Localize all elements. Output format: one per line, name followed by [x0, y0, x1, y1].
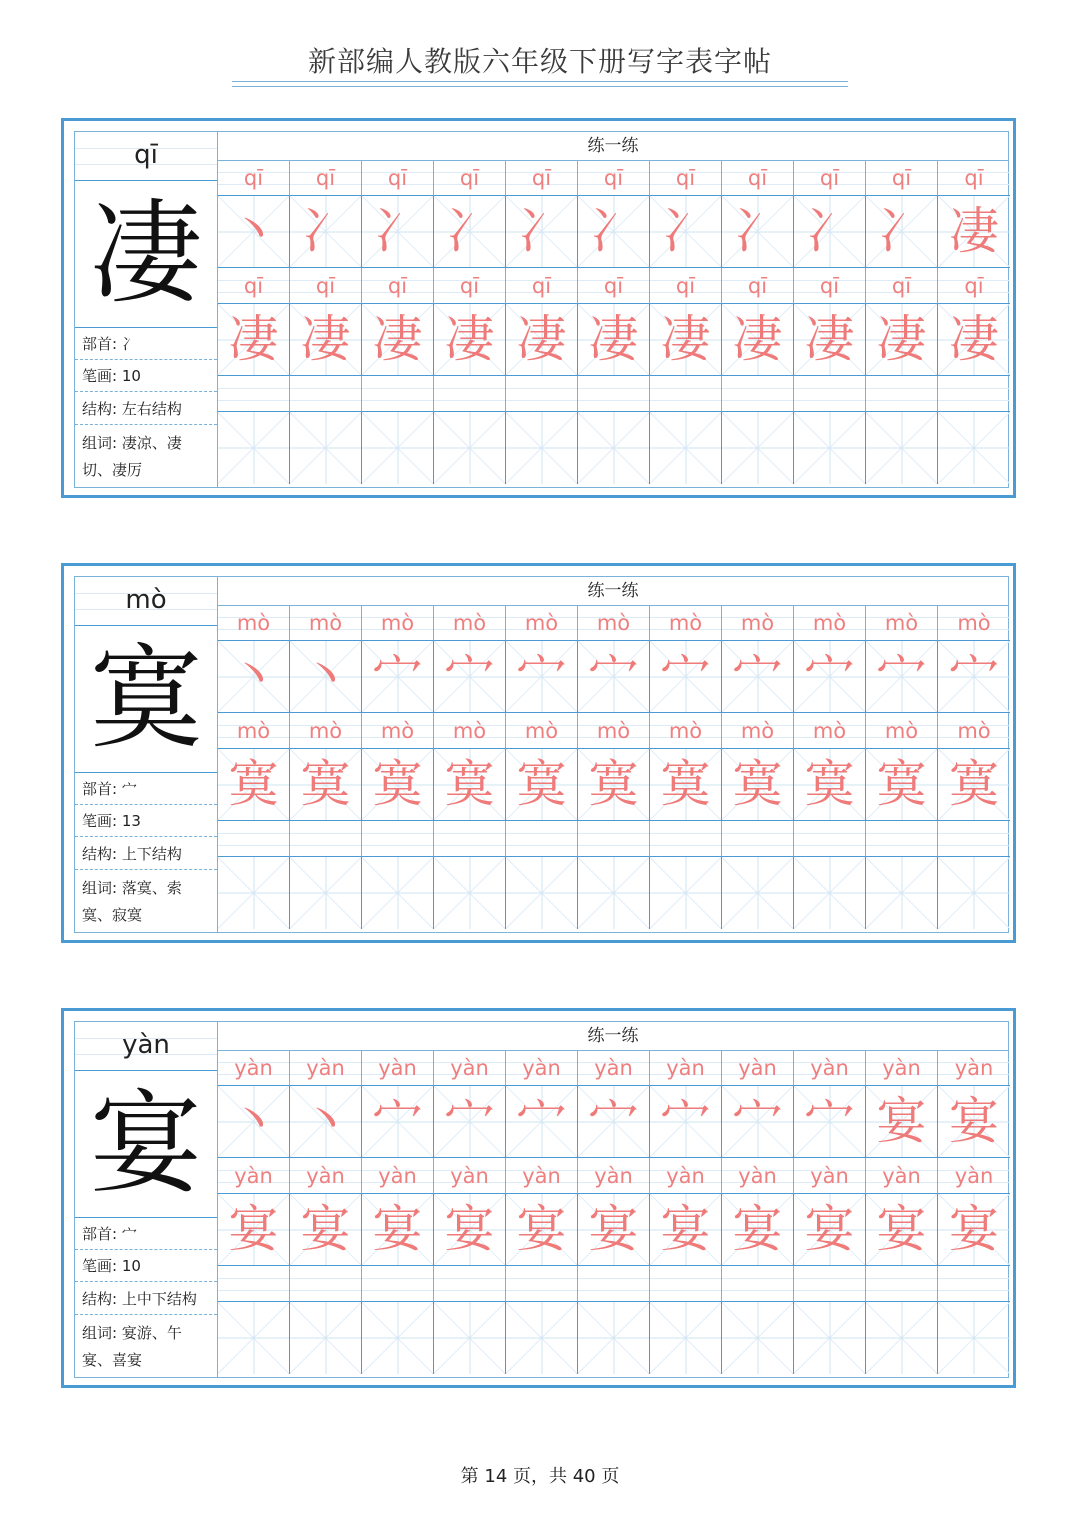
tracing-cell[interactable]: 宀 [506, 1086, 578, 1158]
stroke-count-info-value: 10 [121, 1257, 141, 1275]
blank-writing-cell[interactable] [722, 412, 794, 484]
pinyin-guide-cell: mò [290, 605, 362, 641]
blank-writing-cell[interactable] [434, 857, 506, 929]
pinyin-guide-cell: mò [722, 605, 794, 641]
pinyin-guide-cell: yàn [866, 1158, 938, 1194]
pinyin-guide-cell: yàn [434, 1158, 506, 1194]
blank-writing-cell[interactable] [362, 412, 434, 484]
pinyin-guide-cell: yàn [506, 1158, 578, 1194]
blank-pinyin-cell[interactable] [650, 1266, 722, 1302]
tracing-cell[interactable]: 凄 [938, 196, 1010, 268]
character-card [61, 118, 1016, 498]
blank-writing-cell[interactable] [578, 412, 650, 484]
stroke-count-info-value: 10 [121, 367, 141, 385]
tracing-cell[interactable]: 凄 [578, 304, 650, 376]
tracing-cell[interactable]: 宀 [362, 1086, 434, 1158]
tracing-cell[interactable]: 宴 [650, 1194, 722, 1266]
tracing-cell[interactable]: 冫 [506, 196, 578, 268]
pinyin-guide-cell: yàn [938, 1050, 1010, 1086]
practice-grid [217, 576, 1009, 933]
blank-pinyin-cell[interactable] [506, 376, 578, 412]
blank-pinyin-cell[interactable] [722, 821, 794, 857]
pinyin-guide-cell: yàn [578, 1158, 650, 1194]
pinyin-guide-cell: qī [938, 160, 1010, 196]
structure-info: 结构: 左右结构 [75, 393, 217, 425]
pinyin-guide-cell: qī [578, 268, 650, 304]
character-info-panel [74, 131, 218, 488]
blank-pinyin-cell[interactable] [578, 1266, 650, 1302]
blank-pinyin-cell[interactable] [938, 1266, 1010, 1302]
pinyin-guide-cell: mò [938, 605, 1010, 641]
blank-writing-cell[interactable] [506, 857, 578, 929]
tracing-cell[interactable]: 宀 [866, 641, 938, 713]
tracing-cell[interactable]: 宴 [938, 1194, 1010, 1266]
blank-writing-cell[interactable] [218, 857, 290, 929]
blank-pinyin-cell[interactable] [794, 376, 866, 412]
pinyin-guide-cell: qī [866, 160, 938, 196]
tracing-cell[interactable]: 冫 [362, 196, 434, 268]
character-pinyin: yàn [75, 1022, 217, 1071]
pinyin-guide-cell: qī [866, 268, 938, 304]
pinyin-guide-cell: mò [218, 605, 290, 641]
blank-pinyin-cell[interactable] [218, 376, 290, 412]
tracing-cell[interactable]: 寞 [722, 749, 794, 821]
tracing-cell[interactable]: 宀 [434, 1086, 506, 1158]
blank-writing-cell[interactable] [218, 1302, 290, 1374]
pinyin-guide-cell: qī [290, 160, 362, 196]
blank-pinyin-cell[interactable] [362, 1266, 434, 1302]
blank-pinyin-cell[interactable] [578, 376, 650, 412]
pinyin-guide-cell: qī [362, 268, 434, 304]
pinyin-guide-cell: yàn [938, 1158, 1010, 1194]
tracing-cell[interactable]: 宀 [578, 1086, 650, 1158]
tracing-cell[interactable]: 宴 [722, 1194, 794, 1266]
tracing-cell[interactable]: 凄 [362, 304, 434, 376]
radical-info-value: 冫 [121, 335, 137, 353]
practice-header: 练一练 [218, 1022, 1008, 1051]
tracing-cell[interactable]: 宴 [578, 1194, 650, 1266]
stroke-count-info-label: 笔画 [82, 367, 113, 385]
blank-pinyin-cell[interactable] [290, 376, 362, 412]
radical-info-label: 部首 [82, 1225, 113, 1243]
blank-writing-cell[interactable] [938, 857, 1010, 929]
blank-writing-cell[interactable] [362, 857, 434, 929]
tracing-cell[interactable]: 宴 [794, 1194, 866, 1266]
blank-writing-cell[interactable] [794, 1302, 866, 1374]
blank-writing-cell[interactable] [434, 412, 506, 484]
radical-info-label: 部首 [82, 335, 113, 353]
pinyin-guide-cell: qī [434, 268, 506, 304]
word-examples-label: 组词 [82, 434, 113, 452]
pinyin-guide-cell: qī [650, 268, 722, 304]
document-title: 新部编人教版六年级下册写字表字帖 [307, 45, 772, 78]
tracing-cell[interactable]: 宀 [578, 641, 650, 713]
tracing-cell[interactable]: 冫 [578, 196, 650, 268]
character-info-panel [74, 576, 218, 933]
structure-info-label: 结构 [82, 400, 113, 418]
word-examples-value: 凄凉、凄切、凄厉 [82, 434, 182, 479]
tracing-cell[interactable]: 凄 [866, 304, 938, 376]
pinyin-guide-cell: mò [866, 713, 938, 749]
word-examples-value: 宴游、午宴、喜宴 [82, 1324, 182, 1369]
word-examples: 组词: 宴游、午宴、喜宴 [82, 1324, 182, 1369]
pinyin-guide-cell: yàn [650, 1050, 722, 1086]
tracing-cell[interactable]: 寞 [650, 749, 722, 821]
practice-grid [217, 131, 1009, 488]
pinyin-guide-cell: mò [506, 605, 578, 641]
tracing-cell[interactable]: 冫 [290, 196, 362, 268]
tracing-cell[interactable]: 冫 [722, 196, 794, 268]
blank-pinyin-cell[interactable] [722, 376, 794, 412]
tracing-cell[interactable]: 寞 [434, 749, 506, 821]
blank-writing-cell[interactable] [290, 412, 362, 484]
character-card [61, 563, 1016, 943]
structure-info: 结构: 上下结构 [75, 838, 217, 870]
pinyin-guide-cell: qī [794, 268, 866, 304]
blank-writing-cell[interactable] [290, 1302, 362, 1374]
tracing-cell[interactable]: 冫 [650, 196, 722, 268]
tracing-cell[interactable]: 宀 [794, 1086, 866, 1158]
pinyin-guide-cell: mò [938, 713, 1010, 749]
pinyin-guide-cell: qī [434, 160, 506, 196]
blank-pinyin-cell[interactable] [434, 821, 506, 857]
structure-info-value: 上下结构 [121, 845, 182, 863]
tracing-cell[interactable]: 丶 [290, 1086, 362, 1158]
blank-writing-cell[interactable] [938, 412, 1010, 484]
tracing-cell[interactable]: 宀 [506, 641, 578, 713]
word-examples-label: 组词 [82, 1324, 113, 1342]
pinyin-guide-cell: mò [578, 713, 650, 749]
tracing-cell[interactable]: 宀 [938, 641, 1010, 713]
pinyin-guide-cell: qī [506, 268, 578, 304]
radical-info-value: 宀 [121, 1225, 137, 1243]
pinyin-guide-cell: mò [578, 605, 650, 641]
pinyin-guide-cell: yàn [290, 1050, 362, 1086]
pinyin-guide-cell: mò [218, 713, 290, 749]
tracing-cell[interactable]: 寞 [218, 749, 290, 821]
tracing-cell[interactable]: 宴 [866, 1086, 938, 1158]
structure-info-value: 左右结构 [121, 400, 182, 418]
blank-writing-cell[interactable] [722, 1302, 794, 1374]
pinyin-guide-cell: yàn [434, 1050, 506, 1086]
tracing-cell[interactable]: 寞 [938, 749, 1010, 821]
word-examples-value: 落寞、索寞、寂寞 [82, 879, 182, 924]
blank-writing-cell[interactable] [866, 1302, 938, 1374]
blank-pinyin-cell[interactable] [362, 376, 434, 412]
structure-info: 结构: 上中下结构 [75, 1283, 217, 1315]
model-character: 寞 [75, 626, 217, 773]
blank-pinyin-cell[interactable] [578, 821, 650, 857]
tracing-cell[interactable]: 寞 [506, 749, 578, 821]
blank-pinyin-cell[interactable] [722, 1266, 794, 1302]
tracing-cell[interactable]: 寞 [290, 749, 362, 821]
model-character: 凄 [75, 181, 217, 328]
blank-pinyin-cell[interactable] [650, 821, 722, 857]
blank-writing-cell[interactable] [938, 1302, 1010, 1374]
stroke-count-info: 笔画: 13 [75, 805, 217, 837]
tracing-cell[interactable]: 寞 [866, 749, 938, 821]
stroke-count-info: 笔画: 10 [75, 1250, 217, 1282]
blank-writing-cell[interactable] [866, 857, 938, 929]
pinyin-guide-cell: yàn [722, 1158, 794, 1194]
blank-pinyin-cell[interactable] [290, 821, 362, 857]
blank-writing-cell[interactable] [650, 1302, 722, 1374]
blank-writing-cell[interactable] [866, 412, 938, 484]
stroke-count-info: 笔画: 10 [75, 360, 217, 392]
blank-pinyin-cell[interactable] [290, 1266, 362, 1302]
pinyin-guide-cell: mò [434, 713, 506, 749]
tracing-cell[interactable]: 凄 [506, 304, 578, 376]
pinyin-guide-cell: yàn [506, 1050, 578, 1086]
blank-pinyin-cell[interactable] [938, 821, 1010, 857]
tracing-cell[interactable]: 寞 [578, 749, 650, 821]
tracing-cell[interactable]: 寞 [362, 749, 434, 821]
character-pinyin: mò [75, 577, 217, 626]
pinyin-guide-cell: mò [794, 605, 866, 641]
word-examples-label: 组词 [82, 879, 113, 897]
blank-pinyin-cell[interactable] [506, 1266, 578, 1302]
pinyin-guide-cell: qī [578, 160, 650, 196]
pinyin-guide-cell: qī [218, 160, 290, 196]
tracing-cell[interactable]: 冫 [794, 196, 866, 268]
blank-writing-cell[interactable] [794, 412, 866, 484]
radical-info-label: 部首 [82, 780, 113, 798]
tracing-cell[interactable]: 宴 [218, 1194, 290, 1266]
pinyin-guide-cell: qī [722, 268, 794, 304]
blank-writing-cell[interactable] [650, 857, 722, 929]
pinyin-guide-cell: mò [650, 605, 722, 641]
pinyin-guide-cell: qī [218, 268, 290, 304]
title-underline [232, 86, 848, 87]
blank-pinyin-cell[interactable] [938, 376, 1010, 412]
stroke-count-info-label: 笔画 [82, 812, 113, 830]
stroke-count-info-label: 笔画 [82, 1257, 113, 1275]
pinyin-guide-cell: yàn [722, 1050, 794, 1086]
tracing-cell[interactable]: 丶 [290, 641, 362, 713]
blank-writing-cell[interactable] [290, 857, 362, 929]
pinyin-guide-cell: mò [290, 713, 362, 749]
radical-info: 部首: 宀 [75, 1218, 217, 1250]
blank-writing-cell[interactable] [578, 1302, 650, 1374]
pinyin-guide-cell: yàn [794, 1050, 866, 1086]
tracing-cell[interactable]: 宀 [722, 1086, 794, 1158]
practice-header: 练一练 [218, 132, 1008, 161]
blank-pinyin-cell[interactable] [794, 821, 866, 857]
tracing-cell[interactable]: 凄 [650, 304, 722, 376]
model-character: 宴 [75, 1071, 217, 1218]
tracing-cell[interactable]: 丶 [218, 196, 290, 268]
pinyin-guide-cell: yàn [290, 1158, 362, 1194]
radical-info-value: 宀 [121, 780, 137, 798]
tracing-cell[interactable]: 宀 [434, 641, 506, 713]
pinyin-guide-cell: mò [362, 605, 434, 641]
word-examples: 组词: 凄凉、凄切、凄厉 [82, 434, 182, 479]
pinyin-guide-cell: yàn [866, 1050, 938, 1086]
character-card [61, 1008, 1016, 1388]
tracing-cell[interactable]: 宀 [362, 641, 434, 713]
character-info-panel [74, 1021, 218, 1378]
pinyin-guide-cell: yàn [362, 1050, 434, 1086]
tracing-cell[interactable]: 冫 [866, 196, 938, 268]
pinyin-guide-cell: qī [794, 160, 866, 196]
pinyin-guide-cell: mò [866, 605, 938, 641]
pinyin-guide-cell: yàn [218, 1050, 290, 1086]
tracing-cell[interactable]: 宀 [650, 641, 722, 713]
blank-pinyin-cell[interactable] [794, 1266, 866, 1302]
pinyin-guide-cell: mò [722, 713, 794, 749]
pinyin-guide-cell: mò [434, 605, 506, 641]
tracing-cell[interactable]: 宴 [506, 1194, 578, 1266]
structure-info-label: 结构 [82, 845, 113, 863]
tracing-cell[interactable]: 凄 [794, 304, 866, 376]
blank-writing-cell[interactable] [506, 1302, 578, 1374]
pinyin-guide-cell: yàn [650, 1158, 722, 1194]
tracing-cell[interactable]: 凄 [218, 304, 290, 376]
character-pinyin: qī [75, 132, 217, 181]
blank-writing-cell[interactable] [578, 857, 650, 929]
tracing-cell[interactable]: 宴 [290, 1194, 362, 1266]
blank-pinyin-cell[interactable] [650, 376, 722, 412]
pinyin-guide-cell: qī [290, 268, 362, 304]
pinyin-guide-cell: mò [362, 713, 434, 749]
blank-writing-cell[interactable] [434, 1302, 506, 1374]
blank-writing-cell[interactable] [506, 412, 578, 484]
pinyin-guide-cell: qī [506, 160, 578, 196]
blank-writing-cell[interactable] [794, 857, 866, 929]
tracing-cell[interactable]: 凄 [290, 304, 362, 376]
pinyin-guide-cell: qī [362, 160, 434, 196]
tracing-cell[interactable]: 宴 [362, 1194, 434, 1266]
pinyin-guide-cell: qī [938, 268, 1010, 304]
stroke-count-info-value: 13 [121, 812, 141, 830]
tracing-cell[interactable]: 寞 [794, 749, 866, 821]
blank-pinyin-cell[interactable] [434, 376, 506, 412]
tracing-cell[interactable]: 冫 [434, 196, 506, 268]
structure-info-label: 结构 [82, 1290, 113, 1308]
tracing-cell[interactable]: 宀 [722, 641, 794, 713]
word-examples: 组词: 落寞、索寞、寂寞 [82, 879, 182, 924]
pinyin-guide-cell: yàn [218, 1158, 290, 1194]
practice-grid [217, 1021, 1009, 1378]
pinyin-guide-cell: yàn [362, 1158, 434, 1194]
structure-info-value: 上中下结构 [121, 1290, 197, 1308]
tracing-cell[interactable]: 凄 [434, 304, 506, 376]
pinyin-guide-cell: mò [794, 713, 866, 749]
blank-writing-cell[interactable] [362, 1302, 434, 1374]
pinyin-guide-cell: yàn [578, 1050, 650, 1086]
blank-pinyin-cell[interactable] [434, 1266, 506, 1302]
tracing-cell[interactable]: 宴 [866, 1194, 938, 1266]
page-footer: 第 14 页，共 40 页 [460, 1466, 620, 1487]
blank-pinyin-cell[interactable] [866, 1266, 938, 1302]
practice-header: 练一练 [218, 577, 1008, 606]
tracing-cell[interactable]: 宴 [938, 1086, 1010, 1158]
tracing-cell[interactable]: 宀 [650, 1086, 722, 1158]
tracing-cell[interactable]: 丶 [218, 641, 290, 713]
blank-pinyin-cell[interactable] [866, 821, 938, 857]
pinyin-guide-cell: mò [506, 713, 578, 749]
pinyin-guide-cell: qī [722, 160, 794, 196]
title-underline [232, 81, 848, 82]
radical-info: 部首: 冫 [75, 328, 217, 360]
pinyin-guide-cell: yàn [794, 1158, 866, 1194]
blank-writing-cell[interactable] [722, 857, 794, 929]
radical-info: 部首: 宀 [75, 773, 217, 805]
blank-pinyin-cell[interactable] [218, 1266, 290, 1302]
tracing-cell[interactable]: 丶 [218, 1086, 290, 1158]
tracing-cell[interactable]: 凄 [938, 304, 1010, 376]
tracing-cell[interactable]: 宀 [794, 641, 866, 713]
pinyin-guide-cell: qī [650, 160, 722, 196]
blank-pinyin-cell[interactable] [866, 376, 938, 412]
blank-writing-cell[interactable] [218, 412, 290, 484]
blank-pinyin-cell[interactable] [362, 821, 434, 857]
blank-pinyin-cell[interactable] [218, 821, 290, 857]
blank-pinyin-cell[interactable] [506, 821, 578, 857]
tracing-cell[interactable]: 宴 [434, 1194, 506, 1266]
tracing-cell[interactable]: 凄 [722, 304, 794, 376]
blank-writing-cell[interactable] [650, 412, 722, 484]
pinyin-guide-cell: mò [650, 713, 722, 749]
